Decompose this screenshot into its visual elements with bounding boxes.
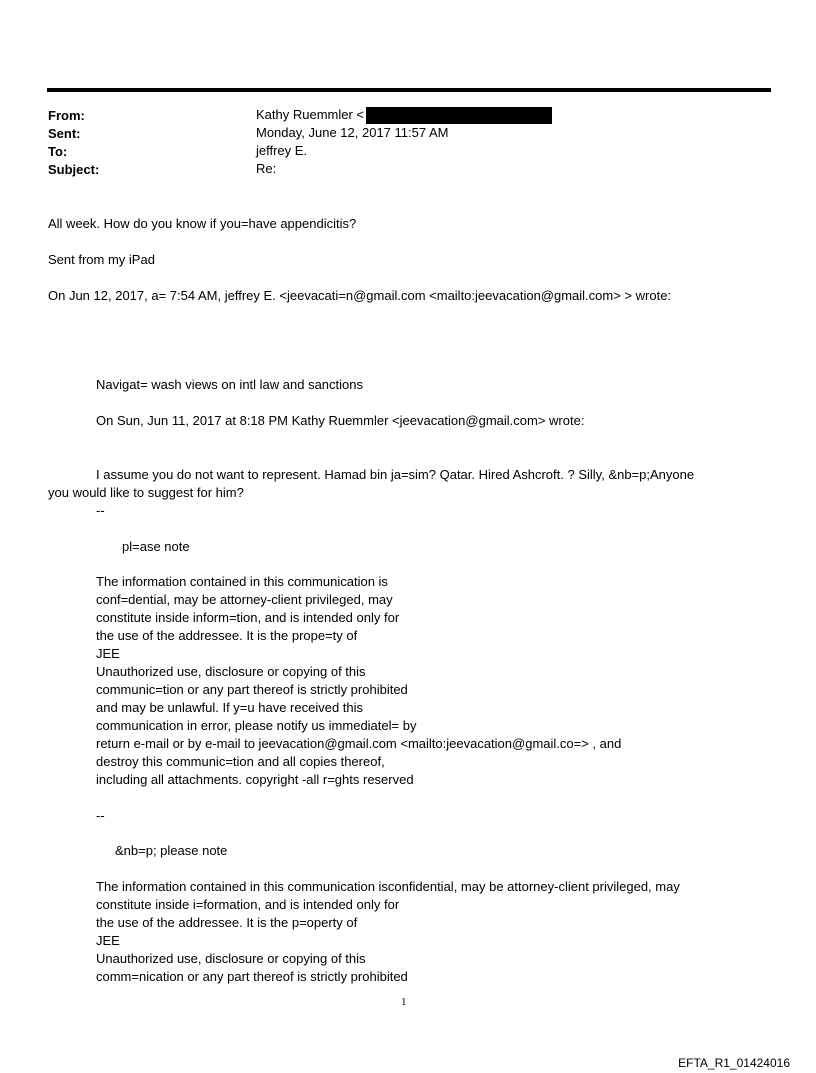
quoted-line: On Sun, Jun 11, 2017 at 8:18 PM Kathy Ruemmler <jeevacation@gmail.com> wrote: [96, 413, 585, 428]
from-text: Kathy Ruemmler < [256, 107, 365, 122]
disclaimer-line: destroy this communic=tion and all copies thereof, [96, 754, 385, 769]
sent-label: Sent: [48, 126, 81, 141]
quoted-line: you would like to suggest for him? [48, 485, 244, 500]
disclaimer-line: the use of the addressee. It is the prope=ty of [96, 628, 358, 643]
from-value [256, 107, 552, 124]
subject-value: Re: [256, 161, 277, 176]
document-id: EFTA_R1_01424016 [678, 1056, 790, 1070]
quoted-line: Navigat= wash views on intl law and sanctions [96, 377, 364, 392]
disclaimer-line: JEE [96, 646, 120, 661]
subject-label: Subject: [48, 162, 100, 177]
disclaimer-line: The information contained in this communication is [96, 574, 388, 589]
separator: -- [96, 808, 105, 823]
body-line: On Jun 12, 2017, a= 7:54 AM, jeffrey E. <jeevacati=n@gmail.com <mailto:jeevacation@gmail.com> > wrote: [48, 288, 672, 303]
from-label: From: [48, 108, 85, 123]
redaction-block [366, 107, 552, 124]
sent-value: Monday, June 12, 2017 11:57 AM [256, 125, 449, 140]
disclaimer-line: including all attachments. copyright -all r=ghts reserved [96, 772, 414, 787]
page-number: 1 [401, 996, 407, 1008]
disclaimer-line: constitute inside i=formation, and is intended only for [96, 897, 400, 912]
body-line: Sent from my iPad [48, 252, 155, 267]
disclaimer-line: Unauthorized use, disclosure or copying of this [96, 951, 366, 966]
disclaimer-line: constitute inside inform=tion, and is intended only for [96, 610, 400, 625]
disclaimer-line: return e-mail or by e-mail to jeevacation@gmail.com <mailto:jeevacation@gmail.co=> , and [96, 736, 622, 751]
to-value: jeffrey E. [256, 143, 308, 158]
disclaimer-line: comm=nication or any part thereof is strictly prohibited [96, 969, 408, 984]
disclaimer-line: the use of the addressee. It is the p=operty of [96, 915, 358, 930]
disclaimer-line: communication in error, please notify us immediatel= by [96, 718, 417, 733]
note-line: &nb=p; please note [115, 843, 228, 858]
to-label: To: [48, 144, 68, 159]
disclaimer-line: conf=dential, may be attorney-client privileged, may [96, 592, 393, 607]
header-rule [47, 88, 771, 92]
disclaimer-line: Unauthorized use, disclosure or copying of this [96, 664, 366, 679]
body-line: All week. How do you know if you=have appendicitis? [48, 216, 357, 231]
disclaimer-line: communic=tion or any part thereof is strictly prohibited [96, 682, 408, 697]
disclaimer-line: The information contained in this communication isconfidential, may be attorney-client privileged, may [96, 879, 680, 894]
disclaimer-line: and may be unlawful. If y=u have received this [96, 700, 364, 715]
separator: -- [96, 503, 105, 518]
disclaimer-line: JEE [96, 933, 120, 948]
quoted-line: I assume you do not want to represent. Hamad bin ja=sim? Qatar. Hired Ashcroft. ? Silly, &nb=p;Anyone [96, 467, 695, 482]
note-line: pl=ase note [122, 539, 190, 554]
